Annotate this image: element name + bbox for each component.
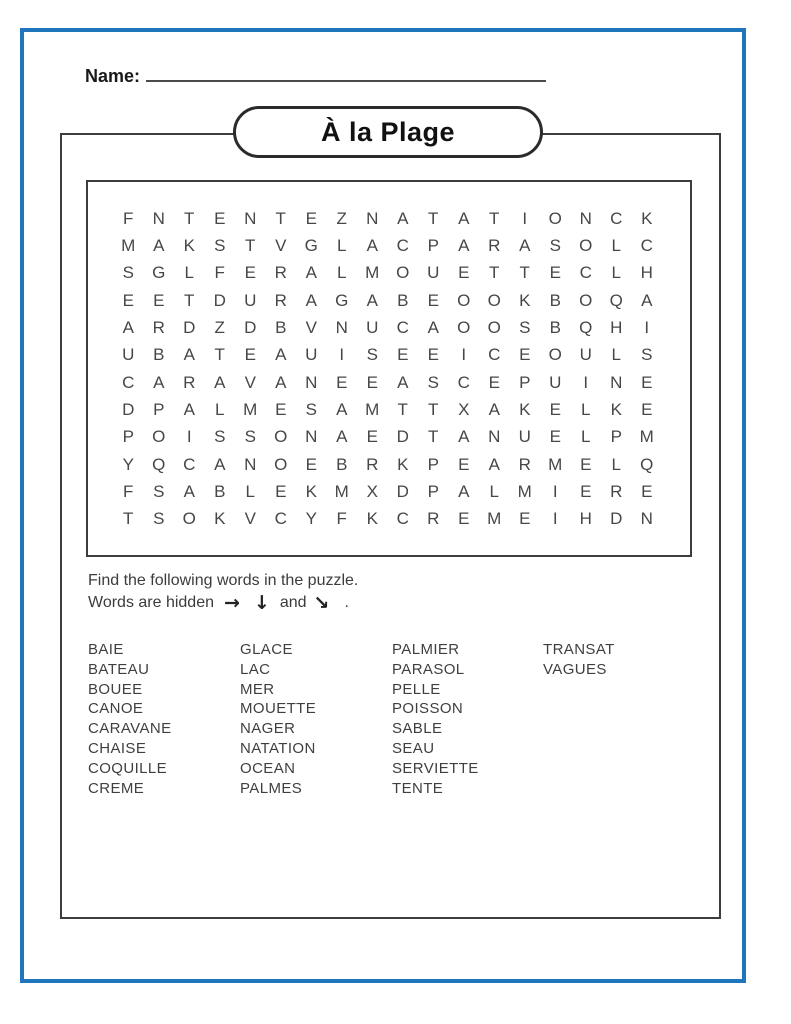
grid-letter: A — [427, 318, 439, 338]
word-item: SERVIETTE — [392, 759, 479, 777]
grid-letter: D — [396, 427, 409, 447]
word-item: POISSON — [392, 700, 464, 718]
grid-letter: C — [488, 345, 501, 365]
grid-letter: L — [611, 454, 621, 474]
grid-letter: E — [275, 399, 287, 419]
grid-letter: L — [337, 236, 347, 256]
grid-letter: A — [183, 481, 195, 501]
grid-letter: E — [549, 427, 561, 447]
name-row — [85, 66, 546, 87]
grid-letter: L — [611, 345, 621, 365]
grid-letter: U — [122, 345, 135, 365]
grid-row — [113, 205, 662, 232]
grid-letter: B — [275, 318, 287, 338]
grid-letter: A — [488, 399, 500, 419]
grid-letter: A — [458, 236, 470, 256]
grid-letter: O — [548, 345, 562, 365]
grid-letter: R — [427, 509, 440, 529]
grid-row — [113, 232, 662, 259]
grid-letter: M — [548, 454, 563, 474]
grid-letter: L — [184, 263, 194, 283]
grid-letter: A — [214, 372, 226, 392]
grid-letter: L — [337, 263, 347, 283]
grid-letter: A — [275, 372, 287, 392]
grid-letter: I — [522, 208, 528, 228]
grid-letter: N — [610, 372, 623, 392]
grid-letter: L — [581, 399, 591, 419]
grid-letter: L — [581, 427, 591, 447]
grid-row — [113, 505, 662, 532]
word-item: GLACE — [240, 641, 293, 658]
grid-letter: K — [641, 208, 653, 228]
grid-letter: E — [458, 454, 470, 474]
grid-letter: E — [366, 427, 378, 447]
grid-letter: B — [214, 481, 226, 501]
grid-letter: U — [305, 345, 318, 365]
grid-letter: E — [122, 290, 134, 310]
grid-letter: D — [396, 481, 409, 501]
grid-letter: A — [336, 399, 348, 419]
right-arrow-icon: → — [224, 591, 240, 614]
grid-letter: H — [610, 318, 623, 338]
word-item: BOUEE — [88, 680, 143, 698]
grid-letter: V — [275, 236, 287, 256]
grid-letter: N — [244, 208, 257, 228]
grid-letter: B — [549, 290, 561, 310]
grid-letter: B — [397, 290, 409, 310]
grid-row — [113, 259, 662, 286]
grid-letter: T — [397, 399, 408, 419]
grid-letter: K — [519, 290, 531, 310]
grid-letter: S — [305, 399, 317, 419]
grid-letter: A — [488, 454, 500, 474]
grid-letter: K — [183, 236, 195, 256]
grid-letter: P — [427, 481, 439, 501]
grid-letter: Q — [609, 290, 623, 310]
grid-letter: A — [366, 236, 378, 256]
grid-letter: P — [153, 399, 165, 419]
grid-row — [113, 341, 662, 368]
grid-letter: O — [548, 208, 562, 228]
word-item: NAGER — [240, 720, 296, 738]
grid-letter: K — [610, 399, 622, 419]
grid-letter: F — [214, 263, 225, 283]
grid-letter: E — [580, 481, 592, 501]
grid-letter: A — [519, 236, 531, 256]
grid-letter: I — [552, 481, 558, 501]
title-pill — [233, 106, 543, 158]
grid-letter: X — [366, 481, 378, 501]
word-list — [88, 640, 615, 798]
grid-letter: G — [304, 236, 318, 256]
grid-letter: R — [610, 481, 623, 501]
grid-letter: N — [640, 509, 653, 529]
grid-letter: O — [579, 290, 593, 310]
grid-letter: S — [519, 318, 531, 338]
grid-letter: E — [214, 208, 226, 228]
word-list-column — [543, 640, 615, 798]
conjunction-text: and — [279, 594, 307, 611]
word-list-column — [88, 640, 240, 798]
grid-letter: A — [397, 208, 409, 228]
grid-letter: Y — [305, 509, 317, 529]
instruction-line-2 — [88, 592, 358, 614]
grid-letter: D — [610, 509, 623, 529]
word-item: CREME — [88, 779, 145, 797]
grid-letter: S — [366, 345, 378, 365]
grid-letter: A — [397, 372, 409, 392]
grid-letter: E — [458, 509, 470, 529]
grid-letter: E — [427, 345, 439, 365]
grid-row — [113, 478, 662, 505]
grid-letter: T — [275, 208, 286, 228]
grid-letter: A — [305, 290, 317, 310]
grid-letter: U — [366, 318, 379, 338]
grid-letter: R — [152, 318, 165, 338]
grid-letter: U — [427, 263, 440, 283]
grid-letter: I — [186, 427, 192, 447]
grid-letter: A — [183, 345, 195, 365]
word-item: CANOE — [88, 700, 144, 718]
word-item: SABLE — [392, 720, 443, 738]
grid-letter: M — [365, 399, 380, 419]
grid-letter: A — [366, 290, 378, 310]
grid-letter: I — [339, 345, 345, 365]
grid-letter: N — [579, 208, 592, 228]
grid-letter: B — [336, 454, 348, 474]
grid-letter: O — [152, 427, 166, 447]
grid-letter: O — [579, 236, 593, 256]
word-item: PARASOL — [392, 660, 465, 678]
name-blank-line — [146, 66, 546, 82]
grid-letter: M — [121, 236, 136, 256]
grid-letter: I — [583, 372, 589, 392]
word-item: VAGUES — [543, 660, 607, 678]
word-item: NATATION — [240, 739, 316, 757]
grid-letter: T — [428, 399, 439, 419]
grid-letter: E — [641, 372, 653, 392]
grid-letter: O — [457, 290, 471, 310]
grid-letter: E — [641, 399, 653, 419]
grid-letter: E — [549, 399, 561, 419]
grid-letter: S — [427, 372, 439, 392]
grid-letter: U — [549, 372, 562, 392]
grid-letter: N — [244, 454, 257, 474]
grid-letter: O — [396, 263, 410, 283]
grid-letter: O — [457, 318, 471, 338]
word-item: CARAVANE — [88, 720, 172, 738]
grid-row — [113, 314, 662, 341]
grid-letter: S — [153, 509, 165, 529]
grid-letter: E — [244, 345, 256, 365]
grid-letter: P — [122, 427, 134, 447]
grid-letter: C — [396, 236, 409, 256]
grid-letter: I — [552, 509, 558, 529]
grid-letter: C — [610, 208, 623, 228]
word-item: PALMES — [240, 779, 303, 797]
grid-letter: A — [153, 372, 165, 392]
grid-letter: R — [366, 454, 379, 474]
grid-letter: A — [275, 345, 287, 365]
word-item: TRANSAT — [543, 641, 615, 658]
grid-letter: Y — [122, 454, 134, 474]
grid-letter: E — [305, 208, 317, 228]
grid-letter: L — [611, 263, 621, 283]
grid-letter: E — [305, 454, 317, 474]
instructions — [88, 570, 358, 614]
grid-letter: T — [184, 290, 195, 310]
grid-letter: R — [274, 290, 287, 310]
grid-letter: S — [549, 236, 561, 256]
grid-letter: C — [274, 509, 287, 529]
grid-letter: E — [397, 345, 409, 365]
grid-letter: V — [305, 318, 317, 338]
word-list-column — [392, 640, 543, 798]
grid-letter: P — [610, 427, 622, 447]
word-item: OCEAN — [240, 759, 296, 777]
grid-letter: E — [275, 481, 287, 501]
grid-letter: E — [153, 290, 165, 310]
grid-letter: A — [153, 236, 165, 256]
grid-letter: K — [366, 509, 378, 529]
grid-letter: L — [611, 236, 621, 256]
grid-letter: E — [427, 290, 439, 310]
grid-letter: O — [274, 454, 288, 474]
grid-letter: U — [518, 427, 531, 447]
grid-letter: N — [305, 372, 318, 392]
grid-letter: R — [183, 372, 196, 392]
grid-letter: C — [396, 318, 409, 338]
grid-letter: V — [244, 372, 256, 392]
grid-letter: L — [215, 399, 225, 419]
instruction-line-1: Find the following words in the puzzle. — [88, 572, 359, 589]
grid-letter: O — [182, 509, 196, 529]
instruction-line-2-prefix: Words are hidden — [88, 594, 214, 611]
grid-letter: X — [458, 399, 470, 419]
grid-letter: S — [122, 263, 134, 283]
grid-letter: F — [123, 481, 134, 501]
grid-row — [113, 450, 662, 477]
grid-letter: F — [336, 509, 347, 529]
grid-letter: T — [519, 263, 530, 283]
grid-letter: L — [245, 481, 255, 501]
grid-letter: K — [519, 399, 531, 419]
grid-row — [113, 287, 662, 314]
grid-letter: E — [519, 509, 531, 529]
grid-letter: M — [487, 509, 502, 529]
instruction-line-2-period: . — [344, 594, 349, 611]
grid-letter: O — [487, 290, 501, 310]
grid-letter: E — [244, 263, 256, 283]
grid-letter: A — [305, 263, 317, 283]
grid-letter: A — [458, 427, 470, 447]
grid-letter: U — [244, 290, 257, 310]
grid-letter: P — [427, 454, 439, 474]
grid-row — [113, 423, 662, 450]
grid-letter: K — [397, 454, 409, 474]
grid-letter: M — [334, 481, 349, 501]
word-item: PELLE — [392, 680, 441, 698]
grid-letter: E — [488, 372, 500, 392]
grid-letter: L — [489, 481, 499, 501]
word-item: COQUILLE — [88, 759, 168, 777]
grid-letter: Q — [152, 454, 166, 474]
grid-letter: Q — [579, 318, 593, 338]
grid-letter: C — [640, 236, 653, 256]
page-title: À la Plage — [320, 116, 456, 147]
grid-letter: K — [305, 481, 317, 501]
grid-letter: G — [335, 290, 349, 310]
grid-letter: D — [244, 318, 257, 338]
grid-letter: S — [153, 481, 165, 501]
word-item: LAC — [240, 660, 271, 678]
diagonal-arrow-icon: ↘ — [313, 591, 330, 614]
grid-letter: A — [458, 208, 470, 228]
word-item: BATEAU — [88, 660, 150, 678]
grid-letter: M — [365, 263, 380, 283]
grid-letter: R — [274, 263, 287, 283]
grid-letter: E — [580, 454, 592, 474]
grid-letter: D — [183, 318, 196, 338]
grid-letter: A — [336, 427, 348, 447]
grid-letter: I — [644, 318, 650, 338]
grid-row — [113, 396, 662, 423]
word-item: SEAU — [392, 739, 435, 757]
grid-letter: H — [640, 263, 653, 283]
grid-letter: N — [335, 318, 348, 338]
letter-grid — [86, 180, 692, 557]
grid-letter: V — [244, 509, 256, 529]
grid-letter: T — [428, 208, 439, 228]
grid-letter: D — [122, 399, 135, 419]
grid-letter: S — [641, 345, 653, 365]
grid-letter: N — [305, 427, 318, 447]
grid-letter: P — [519, 372, 531, 392]
grid-letter: S — [214, 236, 226, 256]
grid-letter: E — [549, 263, 561, 283]
grid-letter: Q — [640, 454, 654, 474]
grid-letter: R — [488, 236, 501, 256]
grid-letter: T — [214, 345, 225, 365]
word-item: MER — [240, 680, 275, 698]
grid-letter: G — [152, 263, 166, 283]
grid-letter: C — [396, 509, 409, 529]
grid-letter: R — [518, 454, 531, 474]
grid-letter: O — [274, 427, 288, 447]
word-list-column — [240, 640, 392, 798]
grid-letter: T — [428, 427, 439, 447]
grid-letter: M — [243, 399, 258, 419]
grid-letter: M — [639, 427, 654, 447]
grid-letter: T — [245, 236, 256, 256]
grid-letter: Z — [336, 208, 347, 228]
grid-letter: S — [244, 427, 256, 447]
word-item: PALMIER — [392, 641, 460, 658]
grid-letter: U — [579, 345, 592, 365]
grid-letter: I — [461, 345, 467, 365]
grid-letter: C — [183, 454, 196, 474]
grid-letter: B — [549, 318, 561, 338]
grid-letter: T — [184, 208, 195, 228]
grid-letter: F — [123, 208, 134, 228]
grid-letter: A — [214, 454, 226, 474]
grid-letter: E — [641, 481, 653, 501]
grid-letter: N — [366, 208, 379, 228]
grid-letter: A — [122, 318, 134, 338]
grid-letter: O — [487, 318, 501, 338]
word-item: MOUETTE — [240, 700, 317, 718]
grid-letter: T — [489, 208, 500, 228]
grid-letter: C — [122, 372, 135, 392]
grid-letter: P — [427, 236, 439, 256]
grid-letter: T — [489, 263, 500, 283]
grid-letter: B — [153, 345, 165, 365]
word-item: BAIE — [88, 641, 124, 658]
grid-letter: C — [457, 372, 470, 392]
grid-letter: C — [579, 263, 592, 283]
grid-letter: E — [336, 372, 348, 392]
grid-letter: T — [123, 509, 134, 529]
grid-letter: A — [641, 290, 653, 310]
grid-letter: N — [488, 427, 501, 447]
grid-letter: H — [579, 509, 592, 529]
grid-letter: N — [152, 208, 165, 228]
grid-letter: S — [214, 427, 226, 447]
grid-row — [113, 369, 662, 396]
down-arrow-icon: ↓ — [253, 591, 270, 614]
word-item: TENTE — [392, 779, 444, 797]
grid-letter: A — [183, 399, 195, 419]
grid-letter: E — [458, 263, 470, 283]
grid-letter: K — [214, 509, 226, 529]
grid-letter: D — [213, 290, 226, 310]
name-label: Name: — [85, 66, 141, 86]
word-item: CHAISE — [88, 739, 147, 757]
grid-letter: M — [517, 481, 532, 501]
grid-letter: A — [458, 481, 470, 501]
grid-letter: Z — [214, 318, 225, 338]
grid-letter: E — [366, 372, 378, 392]
grid-letter: E — [519, 345, 531, 365]
